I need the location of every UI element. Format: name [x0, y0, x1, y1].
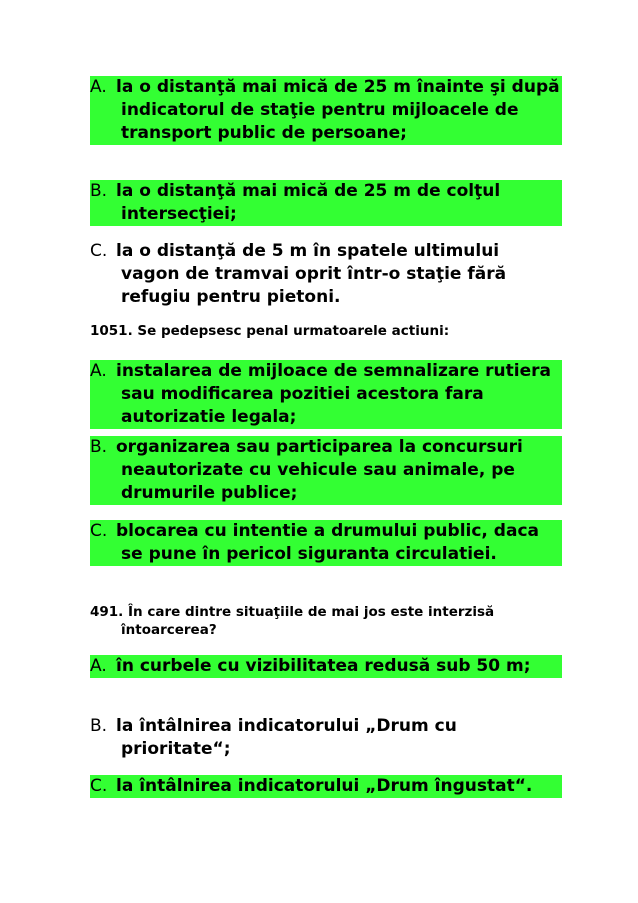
- option-text: la întâlnirea indicatorului „Drum îngustat“.: [116, 776, 533, 796]
- answer-option-a: [90, 655, 562, 678]
- question-title: 1051. Se pedepsesc penal urmatoarele actiuni:: [90, 323, 450, 339]
- option-text: blocarea cu intentie a drumului public, daca se pune în pericol siguranta circulatiei.: [116, 521, 539, 564]
- answer-option-c: [90, 520, 562, 566]
- option-letter: A.: [90, 361, 107, 381]
- option-text: organizarea sau participarea la concursuri neautorizate cu vehicule sau animale, pe drumurile publice;: [116, 437, 523, 503]
- option-letter: B.: [90, 181, 108, 201]
- answer-option-a: [90, 360, 562, 429]
- option-text: la o distanţă de 5 m în spatele ultimului vagon de tramvai oprit într-o staţie fără refugiu pentru pietoni.: [116, 241, 507, 307]
- option-text: instalarea de mijloace de semnalizare rutiera sau modificarea pozitiei acestora fara autorizatie legala;: [116, 361, 551, 427]
- answer-option-c: [90, 775, 562, 798]
- option-letter: A.: [90, 77, 107, 97]
- option-text: la o distanţă mai mică de 25 m de colţul intersecţiei;: [116, 181, 501, 224]
- option-letter: C.: [90, 521, 108, 541]
- question-title: 491. În care dintre situaţiile de mai jos este interzisă întoarcerea?: [90, 604, 495, 638]
- answer-option-a: [90, 76, 562, 145]
- option-letter: C.: [90, 776, 108, 796]
- answer-option-b: [90, 180, 562, 226]
- option-text: în curbele cu vizibilitatea redusă sub 50 m;: [116, 656, 531, 676]
- answer-option-b: [90, 715, 562, 761]
- answer-option-b: [90, 436, 562, 505]
- answer-option-c: [90, 240, 562, 309]
- option-letter: C.: [90, 241, 108, 261]
- option-text: la o distanţă mai mică de 25 m înainte şi după indicatorul de staţie pentru mijloacele de transport public de persoane;: [116, 77, 560, 143]
- option-letter: B.: [90, 437, 108, 457]
- option-letter: B.: [90, 716, 108, 736]
- option-text: la întâlnirea indicatorului „Drum cu prioritate“;: [116, 716, 457, 759]
- option-letter: A.: [90, 656, 107, 676]
